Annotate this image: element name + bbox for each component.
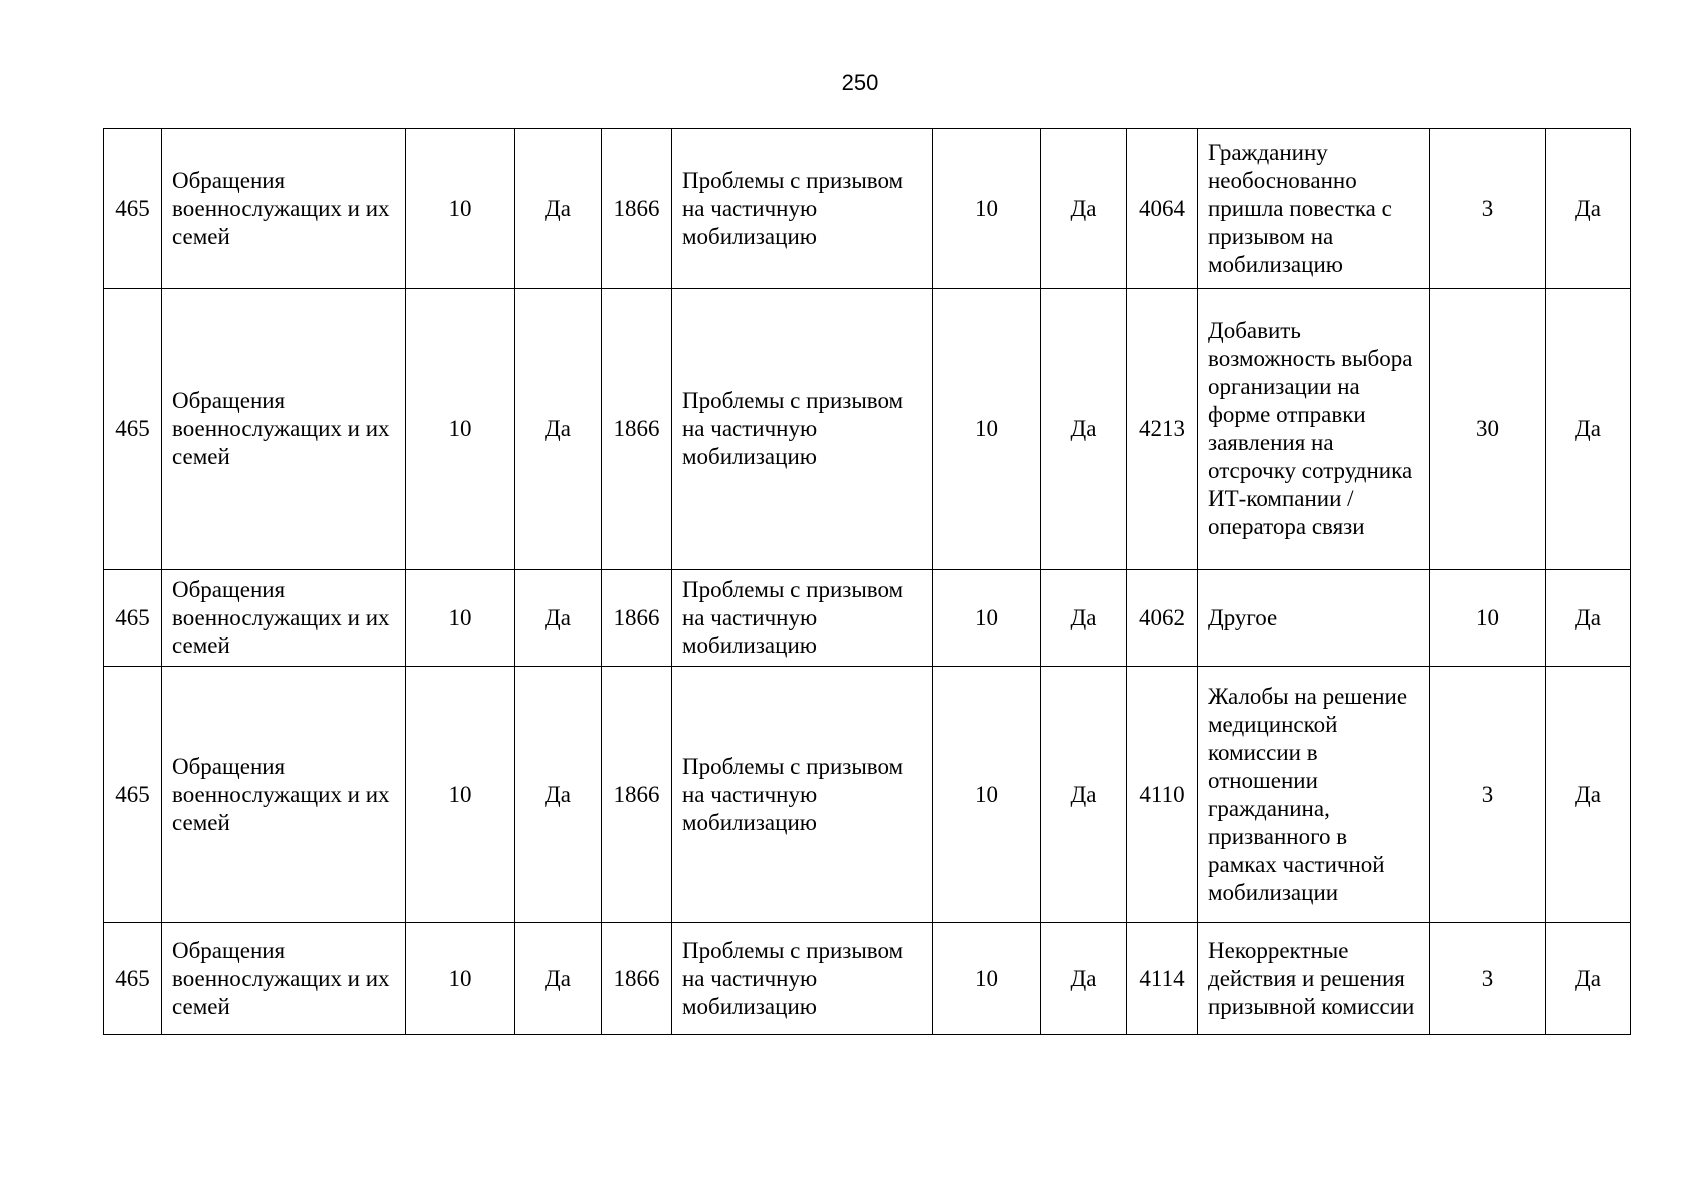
cell-topic-id: 4110 bbox=[1127, 667, 1198, 923]
cell-topic-id: 4213 bbox=[1127, 289, 1198, 570]
cell-topic-days: 3 bbox=[1430, 667, 1546, 923]
cell-topic-days: 3 bbox=[1430, 923, 1546, 1035]
table-row bbox=[104, 923, 1631, 1035]
cell-subcategory-name: Проблемы с призывом на частичную мобилизацию bbox=[672, 129, 933, 289]
cell-category-days: 10 bbox=[406, 129, 515, 289]
page-number: 250 bbox=[841, 70, 879, 95]
cell-category-name: Обращения военнослужащих и их семей bbox=[162, 667, 406, 923]
cell-category-days: 10 bbox=[406, 570, 515, 667]
cell-category-days: 10 bbox=[406, 923, 515, 1035]
cell-category-flag: Да bbox=[515, 570, 602, 667]
cell-category-name: Обращения военнослужащих и их семей bbox=[162, 129, 406, 289]
table-row bbox=[104, 129, 1631, 289]
cell-subcategory-days: 10 bbox=[933, 129, 1041, 289]
cell-category-flag: Да bbox=[515, 289, 602, 570]
cell-topic-days: 10 bbox=[1430, 570, 1546, 667]
cell-topic-id: 4114 bbox=[1127, 923, 1198, 1035]
data-table bbox=[103, 128, 1631, 1035]
cell-subcategory-flag: Да bbox=[1041, 570, 1127, 667]
cell-topic-days: 30 bbox=[1430, 289, 1546, 570]
cell-category-flag: Да bbox=[515, 667, 602, 923]
cell-topic-name: Добавить возможность выбора организации на форме отправки заявления на отсрочку сотрудника ИТ-компании / оператора связи bbox=[1198, 289, 1430, 570]
cell-subcategory-name: Проблемы с призывом на частичную мобилизацию bbox=[672, 923, 933, 1035]
cell-topic-id: 4064 bbox=[1127, 129, 1198, 289]
cell-subcategory-flag: Да bbox=[1041, 289, 1127, 570]
cell-subcategory-days: 10 bbox=[933, 570, 1041, 667]
cell-category-days: 10 bbox=[406, 289, 515, 570]
cell-topic-name: Жалобы на решение медицинской комиссии в отношении гражданина, призванного в рамках частичной мобилизации bbox=[1198, 667, 1430, 923]
table-row bbox=[104, 570, 1631, 667]
cell-subcategory-days: 10 bbox=[933, 289, 1041, 570]
cell-subcategory-id: 1866 bbox=[602, 570, 672, 667]
cell-topic-name: Гражданину необоснованно пришла повестка с призывом на мобилизацию bbox=[1198, 129, 1430, 289]
cell-category-id: 465 bbox=[104, 923, 162, 1035]
cell-topic-flag: Да bbox=[1546, 923, 1631, 1035]
cell-subcategory-id: 1866 bbox=[602, 923, 672, 1035]
table-row bbox=[104, 289, 1631, 570]
cell-category-days: 10 bbox=[406, 667, 515, 923]
cell-category-id: 465 bbox=[104, 570, 162, 667]
cell-category-name: Обращения военнослужащих и их семей bbox=[162, 923, 406, 1035]
cell-topic-flag: Да bbox=[1546, 289, 1631, 570]
cell-category-flag: Да bbox=[515, 923, 602, 1035]
cell-topic-flag: Да bbox=[1546, 129, 1631, 289]
cell-category-id: 465 bbox=[104, 289, 162, 570]
cell-subcategory-name: Проблемы с призывом на частичную мобилизацию bbox=[672, 289, 933, 570]
cell-category-name: Обращения военнослужащих и их семей bbox=[162, 570, 406, 667]
cell-category-id: 465 bbox=[104, 667, 162, 923]
cell-topic-name: Некорректные действия и решения призывной комиссии bbox=[1198, 923, 1430, 1035]
cell-subcategory-days: 10 bbox=[933, 923, 1041, 1035]
cell-subcategory-flag: Да bbox=[1041, 129, 1127, 289]
cell-subcategory-flag: Да bbox=[1041, 923, 1127, 1035]
table-row bbox=[104, 667, 1631, 923]
cell-subcategory-flag: Да bbox=[1041, 667, 1127, 923]
cell-category-name: Обращения военнослужащих и их семей bbox=[162, 289, 406, 570]
cell-subcategory-days: 10 bbox=[933, 667, 1041, 923]
cell-topic-days: 3 bbox=[1430, 129, 1546, 289]
cell-topic-name: Другое bbox=[1198, 570, 1430, 667]
cell-subcategory-id: 1866 bbox=[602, 289, 672, 570]
cell-topic-flag: Да bbox=[1546, 570, 1631, 667]
cell-category-flag: Да bbox=[515, 129, 602, 289]
cell-category-id: 465 bbox=[104, 129, 162, 289]
cell-subcategory-id: 1866 bbox=[602, 667, 672, 923]
cell-topic-id: 4062 bbox=[1127, 570, 1198, 667]
cell-topic-flag: Да bbox=[1546, 667, 1631, 923]
cell-subcategory-id: 1866 bbox=[602, 129, 672, 289]
cell-subcategory-name: Проблемы с призывом на частичную мобилизацию bbox=[672, 667, 933, 923]
cell-subcategory-name: Проблемы с призывом на частичную мобилизацию bbox=[672, 570, 933, 667]
